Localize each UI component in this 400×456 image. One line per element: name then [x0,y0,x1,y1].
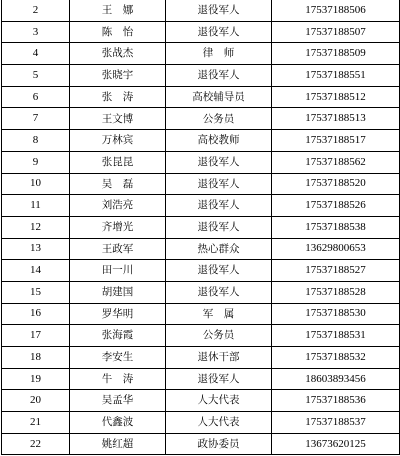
person-name: 牛 涛 [70,368,166,390]
row-number: 15 [2,281,70,303]
person-role: 高校辅导员 [166,86,272,108]
table-row [2,390,400,412]
table-row [2,325,400,347]
row-number: 2 [2,0,70,21]
person-role: 退役军人 [166,21,272,43]
person-name: 代鑫波 [70,412,166,434]
person-role: 律 师 [166,43,272,65]
phone-number: 17537188513 [272,108,400,130]
phone-number: 17537188530 [272,303,400,325]
person-role: 人大代表 [166,390,272,412]
person-role: 热心群众 [166,238,272,260]
row-number: 14 [2,260,70,282]
table-row [2,65,400,87]
row-number: 20 [2,390,70,412]
phone-number: 17537188507 [272,21,400,43]
phone-number: 17537188509 [272,43,400,65]
person-role: 退役军人 [166,65,272,87]
person-name: 吴 磊 [70,173,166,195]
row-number: 22 [2,433,70,455]
table-row [2,21,400,43]
table-row [2,347,400,369]
person-role: 退役军人 [166,151,272,173]
person-name: 陈 怡 [70,21,166,43]
row-number: 5 [2,65,70,87]
phone-number: 17537188520 [272,173,400,195]
person-role: 公务员 [166,108,272,130]
phone-number: 17537188528 [272,281,400,303]
volunteer-contact-table [1,0,400,455]
table-row [2,43,400,65]
person-name: 张昆昆 [70,151,166,173]
table-row [2,433,400,455]
person-role: 高校教师 [166,130,272,152]
phone-number: 17537188551 [272,65,400,87]
row-number: 19 [2,368,70,390]
person-name: 张战杰 [70,43,166,65]
row-number: 7 [2,108,70,130]
phone-number: 17537188526 [272,195,400,217]
phone-number: 13629800653 [272,238,400,260]
phone-number: 17537188562 [272,151,400,173]
phone-number: 17537188536 [272,390,400,412]
phone-number: 17537188512 [272,86,400,108]
person-name: 王政军 [70,238,166,260]
person-role: 退役军人 [166,195,272,217]
person-name: 胡建国 [70,281,166,303]
table-row [2,281,400,303]
person-role: 退役军人 [166,281,272,303]
person-name: 张 涛 [70,86,166,108]
phone-number: 17537188532 [272,347,400,369]
person-role: 军 属 [166,303,272,325]
person-role: 退役军人 [166,0,272,21]
phone-number: 17537188537 [272,412,400,434]
row-number: 21 [2,412,70,434]
table-row [2,151,400,173]
person-role: 退役军人 [166,260,272,282]
table-row [2,412,400,434]
person-name: 张海霞 [70,325,166,347]
person-name: 姚红超 [70,433,166,455]
row-number: 16 [2,303,70,325]
person-name: 罗华明 [70,303,166,325]
row-number: 18 [2,347,70,369]
table-row [2,195,400,217]
row-number: 6 [2,86,70,108]
person-role: 政协委员 [166,433,272,455]
phone-number: 17537188538 [272,216,400,238]
table-row [2,238,400,260]
person-name: 王文博 [70,108,166,130]
table-row [2,260,400,282]
phone-number: 18603893456 [272,368,400,390]
phone-number: 17537188506 [272,0,400,21]
table-body [2,0,400,455]
table-row [2,216,400,238]
row-number: 3 [2,21,70,43]
table-row [2,303,400,325]
person-role: 退休干部 [166,347,272,369]
person-name: 王 娜 [70,0,166,21]
table-row [2,108,400,130]
row-number: 17 [2,325,70,347]
phone-number: 17537188531 [272,325,400,347]
person-name: 李安生 [70,347,166,369]
phone-number: 13673620125 [272,433,400,455]
row-number: 9 [2,151,70,173]
person-role: 退役军人 [166,216,272,238]
person-name: 万林宾 [70,130,166,152]
person-name: 张晓宇 [70,65,166,87]
table-row [2,130,400,152]
person-name: 田一川 [70,260,166,282]
row-number: 4 [2,43,70,65]
row-number: 13 [2,238,70,260]
row-number: 8 [2,130,70,152]
table-row [2,86,400,108]
row-number: 11 [2,195,70,217]
row-number: 10 [2,173,70,195]
person-role: 公务员 [166,325,272,347]
table-row [2,173,400,195]
person-name: 齐增光 [70,216,166,238]
person-role: 人大代表 [166,412,272,434]
table-row [2,0,400,21]
person-name: 吴孟华 [70,390,166,412]
person-name: 刘浩亮 [70,195,166,217]
phone-number: 17537188527 [272,260,400,282]
phone-number: 17537188517 [272,130,400,152]
person-role: 退役军人 [166,368,272,390]
table-row [2,368,400,390]
row-number: 12 [2,216,70,238]
person-role: 退役军人 [166,173,272,195]
